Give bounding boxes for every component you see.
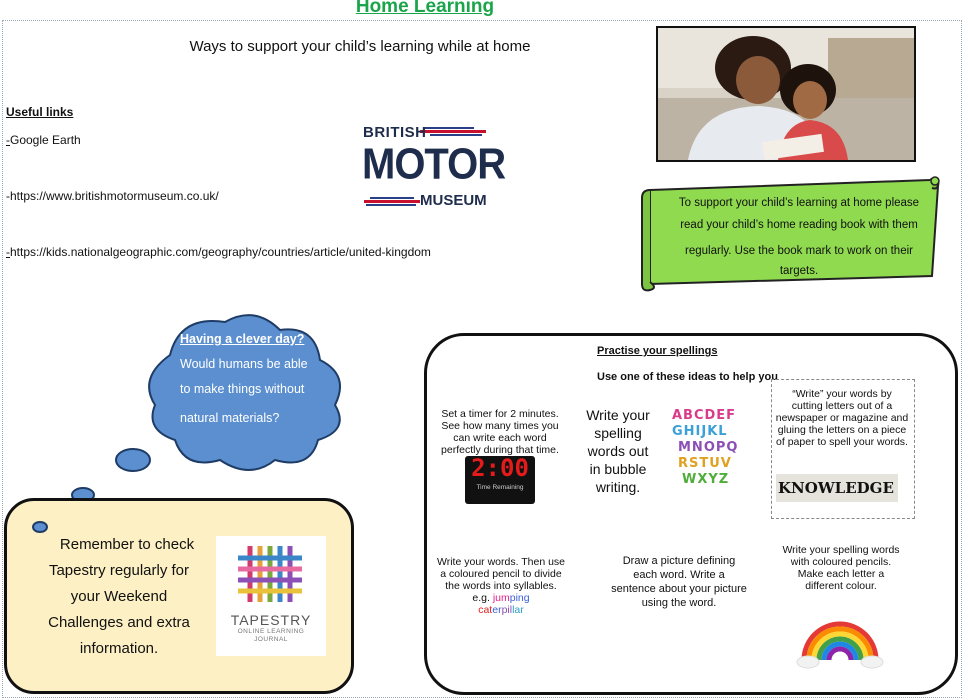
tapestry-line: information. [79, 640, 159, 657]
idea-line: with coloured pencils. [790, 556, 892, 568]
page-subtitle: Ways to support your child’s learning while at home [189, 38, 531, 55]
tapestry-reminder-text [30, 532, 208, 662]
idea-line: can write each word [453, 432, 547, 444]
idea-syllables-text [434, 556, 568, 616]
page-title: Home Learning [355, 0, 495, 17]
knowledge-word: KNOWLEDGE [778, 479, 894, 497]
tapestry-line: Challenges and extra [48, 614, 190, 631]
link-dash: - [6, 245, 10, 259]
flag-stripes-top [420, 125, 486, 139]
tapestry-logo-word: TAPESTRY [230, 612, 312, 628]
idea-bubble-text [582, 406, 654, 496]
link-google-earth[interactable] [6, 133, 81, 147]
link-text: https://www.britishmotormuseum.co.uk/ [10, 189, 219, 203]
link-text: https://kids.nationalgeographic.com/geography/countries/article/united-kingdom [10, 245, 431, 259]
bubble-letter-row: WXYZ [682, 472, 730, 487]
tapestry-line: Tapestry regularly for [48, 562, 190, 579]
idea-line: Write your [586, 407, 650, 423]
idea-line: of paper to spell your words. [776, 436, 908, 448]
bubble-letters-alphabet [672, 408, 762, 488]
spellings-heading: Practise your spellings [597, 345, 718, 357]
idea-line: in bubble [589, 461, 647, 477]
idea-line: Make each letter a [797, 568, 885, 580]
bubble-letter-row: ABCDEF [672, 408, 737, 423]
link-national-geographic[interactable] [6, 245, 431, 259]
tapestry-line: your Weekend [70, 588, 168, 605]
idea-line: Draw a picture defining [622, 555, 736, 567]
tapestry-weave-icon [216, 536, 326, 612]
link-british-motor-museum[interactable] [6, 189, 219, 203]
idea-line: gluing the letters on a piece [777, 424, 907, 436]
bubble-letter-row: MNOPQ [678, 440, 739, 455]
timer-digits: 2:00 [471, 454, 529, 482]
idea-picture-text [600, 554, 758, 610]
idea-line: newspaper or magazine and [775, 412, 909, 424]
link-dash: - [6, 133, 10, 147]
idea-line: different colour. [805, 580, 877, 592]
example-prefix: e.g. [472, 592, 490, 604]
bubble-letter-row: GHIJKL [672, 424, 728, 439]
scroll-line: regularly. Use the book mark to work on their [685, 245, 913, 257]
syllable: pil [501, 604, 513, 616]
syllable: er [492, 604, 502, 616]
scroll-line: To support your child’s learning at home please [678, 197, 920, 209]
idea-line: Write your spelling words [782, 544, 900, 556]
logo-word-british: BRITISH [363, 124, 427, 141]
idea-line: “Write” your words by [792, 388, 892, 400]
idea-line [434, 592, 568, 604]
scroll-line: read your child’s home reading book with them [680, 219, 918, 231]
cloud-line: Would humans be able [180, 357, 308, 371]
reading-scroll-text [664, 192, 934, 280]
idea-line: perfectly during that time. [441, 444, 559, 456]
idea-line: a coloured pencil to divide [440, 568, 562, 580]
idea-timer-text [441, 408, 559, 456]
idea-line: writing. [595, 479, 641, 495]
idea-line: using the word. [641, 597, 717, 609]
scroll-line: targets. [779, 265, 819, 277]
idea-line: sentence about your picture [611, 583, 747, 595]
rainbow-icon [796, 612, 884, 670]
syllable: jum [492, 592, 510, 604]
idea-line: Set a timer for 2 minutes. [441, 408, 559, 420]
idea-line: cutting letters out of a [791, 400, 893, 412]
tapestry-line: Remember to check [59, 536, 195, 553]
cloud-line: to make things without [180, 382, 305, 396]
idea-line: Write your words. Then use [437, 556, 565, 568]
idea-line: each word. Write a [633, 569, 725, 581]
idea-line: spelling [594, 425, 642, 441]
timer-label: Time Remaining [476, 484, 524, 491]
tapestry-logo-subtitle [216, 628, 326, 644]
idea-line: words out [587, 443, 649, 459]
link-text: Google Earth [10, 133, 81, 147]
idea-line: the words into syllables. [445, 580, 557, 592]
spellings-subheading: Use one of these ideas to help you [597, 371, 778, 383]
cloud-line: natural materials? [180, 411, 280, 425]
british-motor-museum-logo [360, 122, 506, 214]
idea-colours-text [776, 544, 906, 592]
idea-cutout-text [772, 388, 912, 448]
flag-stripes-bottom [364, 196, 420, 208]
cloud-text [180, 327, 325, 431]
cloud-heading: Having a clever day? [180, 332, 305, 346]
reading-photo [656, 26, 916, 162]
example-jumping [493, 592, 530, 604]
syllable: lar [512, 604, 524, 616]
tapestry-sub-line: ONLINE LEARNING [237, 628, 305, 635]
syllable: cat [478, 604, 493, 616]
useful-links-heading: Useful links [6, 105, 74, 119]
bubble-letter-row: RSTUV [678, 456, 732, 471]
example-caterpillar [434, 604, 568, 616]
syllable: ping [509, 592, 530, 604]
link-dash: - [6, 189, 10, 203]
tapestry-sub-line: JOURNAL [254, 636, 288, 643]
idea-line: See how many times you [441, 420, 559, 432]
knowledge-cutout-image [776, 474, 898, 502]
logo-word-motor: MOTOR [362, 139, 506, 189]
logo-word-museum: MUSEUM [420, 192, 487, 209]
mother-daughter-reading-image [658, 28, 914, 160]
